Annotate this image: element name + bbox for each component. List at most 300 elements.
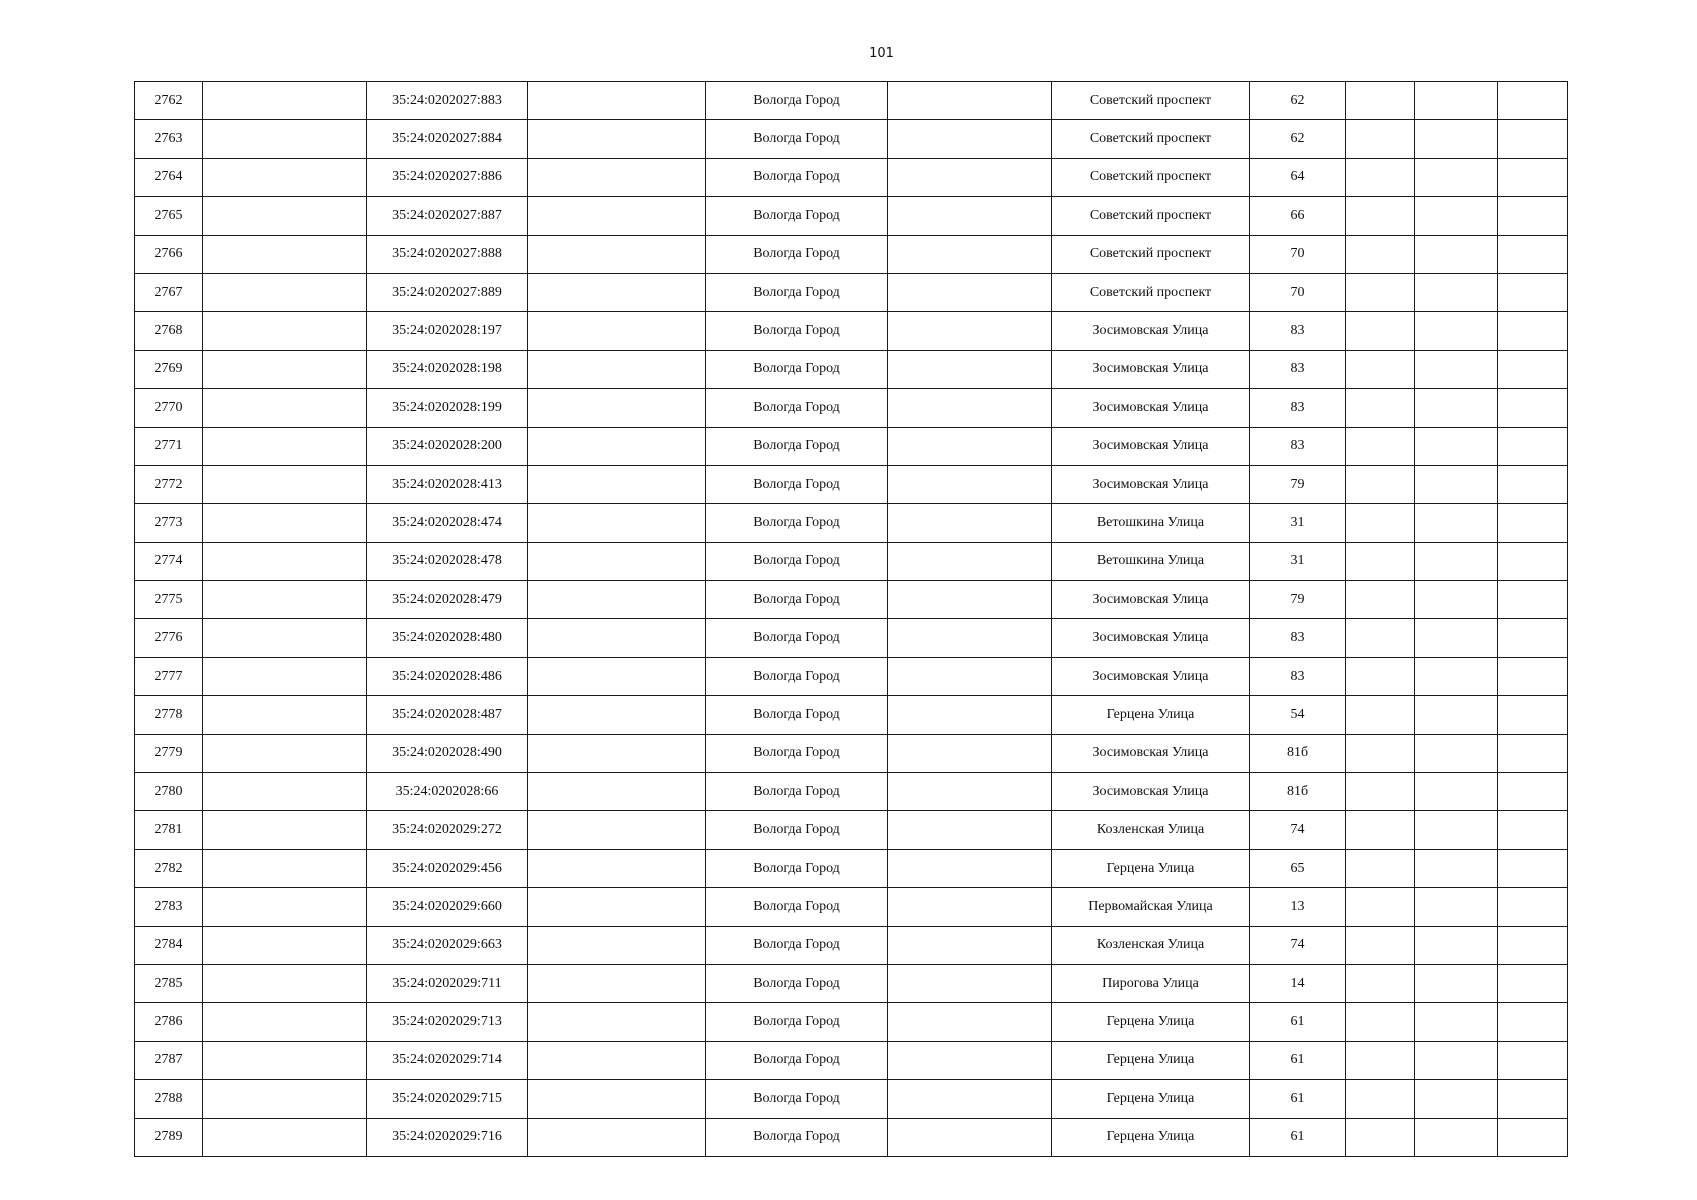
row-number-cell: 2774 (135, 542, 203, 580)
empty-cell (203, 926, 367, 964)
city-cell: Вологда Город (706, 1003, 888, 1041)
house-number-cell: 83 (1250, 350, 1346, 388)
row-number-cell: 2783 (135, 888, 203, 926)
table-row (135, 696, 1568, 734)
empty-cell (888, 158, 1052, 196)
empty-cell (1346, 82, 1415, 120)
empty-cell (528, 811, 706, 849)
street-cell: Советский проспект (1052, 197, 1250, 235)
empty-cell (203, 542, 367, 580)
empty-cell (1415, 427, 1498, 465)
cadastral-number-cell: 35:24:0202029:663 (367, 926, 528, 964)
city-cell: Вологда Город (706, 696, 888, 734)
empty-cell (1346, 964, 1415, 1002)
empty-cell (528, 696, 706, 734)
city-cell: Вологда Город (706, 120, 888, 158)
empty-cell (528, 158, 706, 196)
row-number-cell: 2778 (135, 696, 203, 734)
house-number-cell: 83 (1250, 312, 1346, 350)
city-cell: Вологда Город (706, 773, 888, 811)
street-cell: Герцена Улица (1052, 1003, 1250, 1041)
empty-cell (1415, 734, 1498, 772)
empty-cell (203, 427, 367, 465)
empty-cell (528, 427, 706, 465)
empty-cell (888, 235, 1052, 273)
street-cell: Зосимовская Улица (1052, 350, 1250, 388)
cadastral-number-cell: 35:24:0202029:272 (367, 811, 528, 849)
empty-cell (1346, 581, 1415, 619)
empty-cell (528, 350, 706, 388)
row-number-cell: 2770 (135, 389, 203, 427)
cadastral-number-cell: 35:24:0202028:197 (367, 312, 528, 350)
city-cell: Вологда Город (706, 1080, 888, 1118)
row-number-cell: 2779 (135, 734, 203, 772)
empty-cell (1498, 235, 1568, 273)
empty-cell (1346, 120, 1415, 158)
empty-cell (1415, 888, 1498, 926)
table-row (135, 273, 1568, 311)
property-register-table (134, 81, 1568, 1157)
empty-cell (203, 811, 367, 849)
city-cell: Вологда Город (706, 82, 888, 120)
street-cell: Советский проспект (1052, 82, 1250, 120)
row-number-cell: 2773 (135, 504, 203, 542)
empty-cell (1346, 619, 1415, 657)
city-cell: Вологда Город (706, 964, 888, 1002)
row-number-cell: 2785 (135, 964, 203, 1002)
empty-cell (528, 926, 706, 964)
cadastral-number-cell: 35:24:0202029:715 (367, 1080, 528, 1118)
street-cell: Зосимовская Улица (1052, 465, 1250, 503)
street-cell: Зосимовская Улица (1052, 773, 1250, 811)
empty-cell (528, 312, 706, 350)
empty-cell (888, 273, 1052, 311)
row-number-cell: 2781 (135, 811, 203, 849)
empty-cell (888, 504, 1052, 542)
empty-cell (1415, 273, 1498, 311)
city-cell: Вологда Город (706, 350, 888, 388)
empty-cell (1346, 657, 1415, 695)
empty-cell (203, 350, 367, 388)
table-row (135, 197, 1568, 235)
row-number-cell: 2766 (135, 235, 203, 273)
cadastral-number-cell: 35:24:0202028:474 (367, 504, 528, 542)
empty-cell (1498, 504, 1568, 542)
empty-cell (888, 849, 1052, 887)
table-row (135, 849, 1568, 887)
table-row (135, 465, 1568, 503)
table-row (135, 926, 1568, 964)
table-row (135, 542, 1568, 580)
empty-cell (888, 773, 1052, 811)
city-cell: Вологда Город (706, 1041, 888, 1079)
empty-cell (203, 1003, 367, 1041)
house-number-cell: 54 (1250, 696, 1346, 734)
empty-cell (1346, 1003, 1415, 1041)
empty-cell (528, 542, 706, 580)
house-number-cell: 79 (1250, 581, 1346, 619)
empty-cell (1415, 197, 1498, 235)
city-cell: Вологда Город (706, 811, 888, 849)
house-number-cell: 70 (1250, 273, 1346, 311)
empty-cell (203, 273, 367, 311)
empty-cell (1346, 235, 1415, 273)
empty-cell (528, 1080, 706, 1118)
row-number-cell: 2768 (135, 312, 203, 350)
empty-cell (528, 734, 706, 772)
table-row (135, 581, 1568, 619)
city-cell: Вологда Город (706, 888, 888, 926)
empty-cell (1346, 504, 1415, 542)
empty-cell (203, 235, 367, 273)
house-number-cell: 83 (1250, 389, 1346, 427)
empty-cell (888, 926, 1052, 964)
empty-cell (528, 849, 706, 887)
row-number-cell: 2784 (135, 926, 203, 964)
empty-cell (888, 1003, 1052, 1041)
street-cell: Зосимовская Улица (1052, 734, 1250, 772)
empty-cell (203, 197, 367, 235)
house-number-cell: 13 (1250, 888, 1346, 926)
empty-cell (888, 197, 1052, 235)
house-number-cell: 61 (1250, 1041, 1346, 1079)
row-number-cell: 2772 (135, 465, 203, 503)
city-cell: Вологда Город (706, 427, 888, 465)
row-number-cell: 2765 (135, 197, 203, 235)
empty-cell (1498, 389, 1568, 427)
empty-cell (1498, 82, 1568, 120)
city-cell: Вологда Город (706, 465, 888, 503)
row-number-cell: 2776 (135, 619, 203, 657)
cadastral-number-cell: 35:24:0202028:487 (367, 696, 528, 734)
empty-cell (1498, 811, 1568, 849)
empty-cell (1415, 350, 1498, 388)
house-number-cell: 14 (1250, 964, 1346, 1002)
empty-cell (1498, 1041, 1568, 1079)
house-number-cell: 31 (1250, 504, 1346, 542)
house-number-cell: 74 (1250, 811, 1346, 849)
empty-cell (203, 964, 367, 1002)
street-cell: Герцена Улица (1052, 1041, 1250, 1079)
city-cell: Вологда Город (706, 581, 888, 619)
empty-cell (1346, 811, 1415, 849)
street-cell: Зосимовская Улица (1052, 312, 1250, 350)
house-number-cell: 74 (1250, 926, 1346, 964)
empty-cell (1498, 926, 1568, 964)
empty-cell (1415, 696, 1498, 734)
empty-cell (1415, 657, 1498, 695)
street-cell: Первомайская Улица (1052, 888, 1250, 926)
empty-cell (888, 696, 1052, 734)
page-number: 101 (869, 46, 894, 61)
cadastral-number-cell: 35:24:0202028:199 (367, 389, 528, 427)
city-cell: Вологда Город (706, 926, 888, 964)
empty-cell (203, 82, 367, 120)
empty-cell (1498, 1080, 1568, 1118)
cadastral-number-cell: 35:24:0202027:889 (367, 273, 528, 311)
row-number-cell: 2764 (135, 158, 203, 196)
empty-cell (1498, 427, 1568, 465)
empty-cell (1415, 158, 1498, 196)
row-number-cell: 2780 (135, 773, 203, 811)
city-cell: Вологда Город (706, 657, 888, 695)
empty-cell (1415, 926, 1498, 964)
cadastral-number-cell: 35:24:0202028:478 (367, 542, 528, 580)
table-row (135, 773, 1568, 811)
table-row (135, 312, 1568, 350)
empty-cell (1498, 696, 1568, 734)
empty-cell (203, 1118, 367, 1156)
empty-cell (888, 1041, 1052, 1079)
empty-cell (1498, 542, 1568, 580)
empty-cell (888, 811, 1052, 849)
empty-cell (888, 888, 1052, 926)
empty-cell (203, 465, 367, 503)
house-number-cell: 70 (1250, 235, 1346, 273)
city-cell: Вологда Город (706, 849, 888, 887)
empty-cell (528, 657, 706, 695)
empty-cell (888, 120, 1052, 158)
empty-cell (888, 427, 1052, 465)
house-number-cell: 83 (1250, 427, 1346, 465)
city-cell: Вологда Город (706, 504, 888, 542)
empty-cell (1415, 312, 1498, 350)
cadastral-number-cell: 35:24:0202029:713 (367, 1003, 528, 1041)
empty-cell (1346, 696, 1415, 734)
street-cell: Советский проспект (1052, 120, 1250, 158)
cadastral-number-cell: 35:24:0202027:886 (367, 158, 528, 196)
table-row (135, 350, 1568, 388)
house-number-cell: 61 (1250, 1003, 1346, 1041)
empty-cell (528, 273, 706, 311)
row-number-cell: 2789 (135, 1118, 203, 1156)
empty-cell (1415, 773, 1498, 811)
empty-cell (1346, 773, 1415, 811)
empty-cell (1415, 389, 1498, 427)
street-cell: Ветошкина Улица (1052, 542, 1250, 580)
table-row (135, 1080, 1568, 1118)
empty-cell (1415, 1118, 1498, 1156)
empty-cell (1498, 273, 1568, 311)
empty-cell (1498, 1118, 1568, 1156)
street-cell: Герцена Улица (1052, 1118, 1250, 1156)
house-number-cell: 66 (1250, 197, 1346, 235)
cadastral-number-cell: 35:24:0202028:198 (367, 350, 528, 388)
empty-cell (1346, 888, 1415, 926)
cadastral-number-cell: 35:24:0202028:480 (367, 619, 528, 657)
table-row (135, 427, 1568, 465)
street-cell: Советский проспект (1052, 235, 1250, 273)
row-number-cell: 2782 (135, 849, 203, 887)
table-row (135, 1118, 1568, 1156)
empty-cell (203, 657, 367, 695)
street-cell: Козленская Улица (1052, 811, 1250, 849)
city-cell: Вологда Город (706, 619, 888, 657)
house-number-cell: 81б (1250, 773, 1346, 811)
house-number-cell: 83 (1250, 619, 1346, 657)
empty-cell (528, 619, 706, 657)
empty-cell (1415, 1080, 1498, 1118)
empty-cell (528, 1003, 706, 1041)
city-cell: Вологда Город (706, 273, 888, 311)
empty-cell (1415, 542, 1498, 580)
empty-cell (1498, 350, 1568, 388)
empty-cell (888, 312, 1052, 350)
empty-cell (888, 1080, 1052, 1118)
empty-cell (203, 696, 367, 734)
empty-cell (1415, 504, 1498, 542)
empty-cell (1415, 581, 1498, 619)
cadastral-number-cell: 35:24:0202029:456 (367, 849, 528, 887)
street-cell: Зосимовская Улица (1052, 581, 1250, 619)
city-cell: Вологда Город (706, 734, 888, 772)
empty-cell (528, 82, 706, 120)
empty-cell (528, 120, 706, 158)
empty-cell (1415, 964, 1498, 1002)
table-row (135, 811, 1568, 849)
street-cell: Герцена Улица (1052, 1080, 1250, 1118)
empty-cell (888, 1118, 1052, 1156)
house-number-cell: 31 (1250, 542, 1346, 580)
street-cell: Козленская Улица (1052, 926, 1250, 964)
empty-cell (203, 389, 367, 427)
empty-cell (888, 389, 1052, 427)
empty-cell (1498, 581, 1568, 619)
house-number-cell: 83 (1250, 657, 1346, 695)
empty-cell (528, 1041, 706, 1079)
empty-cell (1498, 888, 1568, 926)
empty-cell (1346, 158, 1415, 196)
empty-cell (1346, 427, 1415, 465)
table-row (135, 1003, 1568, 1041)
empty-cell (203, 504, 367, 542)
empty-cell (1415, 82, 1498, 120)
empty-cell (1415, 1003, 1498, 1041)
street-cell: Советский проспект (1052, 273, 1250, 311)
table-body (135, 82, 1568, 1157)
row-number-cell: 2775 (135, 581, 203, 619)
row-number-cell: 2769 (135, 350, 203, 388)
empty-cell (528, 504, 706, 542)
street-cell: Зосимовская Улица (1052, 657, 1250, 695)
empty-cell (1498, 312, 1568, 350)
empty-cell (203, 158, 367, 196)
empty-cell (888, 657, 1052, 695)
cadastral-number-cell: 35:24:0202028:66 (367, 773, 528, 811)
empty-cell (1346, 350, 1415, 388)
row-number-cell: 2762 (135, 82, 203, 120)
cadastral-number-cell: 35:24:0202029:716 (367, 1118, 528, 1156)
house-number-cell: 61 (1250, 1080, 1346, 1118)
cadastral-number-cell: 35:24:0202027:888 (367, 235, 528, 273)
cadastral-number-cell: 35:24:0202028:200 (367, 427, 528, 465)
city-cell: Вологда Город (706, 158, 888, 196)
house-number-cell: 65 (1250, 849, 1346, 887)
empty-cell (203, 849, 367, 887)
empty-cell (1498, 158, 1568, 196)
empty-cell (1346, 926, 1415, 964)
house-number-cell: 61 (1250, 1118, 1346, 1156)
empty-cell (1415, 849, 1498, 887)
street-cell: Герцена Улица (1052, 696, 1250, 734)
city-cell: Вологда Город (706, 542, 888, 580)
empty-cell (1346, 542, 1415, 580)
table-row (135, 888, 1568, 926)
cadastral-number-cell: 35:24:0202029:714 (367, 1041, 528, 1079)
empty-cell (203, 581, 367, 619)
empty-cell (528, 964, 706, 1002)
empty-cell (1346, 389, 1415, 427)
empty-cell (1498, 734, 1568, 772)
cadastral-number-cell: 35:24:0202029:711 (367, 964, 528, 1002)
street-cell: Пирогова Улица (1052, 964, 1250, 1002)
house-number-cell: 79 (1250, 465, 1346, 503)
empty-cell (1498, 197, 1568, 235)
empty-cell (1346, 273, 1415, 311)
empty-cell (888, 964, 1052, 1002)
street-cell: Зосимовская Улица (1052, 389, 1250, 427)
table-row (135, 1041, 1568, 1079)
city-cell: Вологда Город (706, 312, 888, 350)
table-row (135, 235, 1568, 273)
empty-cell (528, 773, 706, 811)
city-cell: Вологда Город (706, 389, 888, 427)
empty-cell (1498, 1003, 1568, 1041)
empty-cell (1415, 120, 1498, 158)
empty-cell (1346, 465, 1415, 503)
cadastral-number-cell: 35:24:0202027:887 (367, 197, 528, 235)
city-cell: Вологда Город (706, 197, 888, 235)
empty-cell (203, 312, 367, 350)
cadastral-number-cell: 35:24:0202028:486 (367, 657, 528, 695)
empty-cell (1346, 197, 1415, 235)
cadastral-number-cell: 35:24:0202027:884 (367, 120, 528, 158)
row-number-cell: 2788 (135, 1080, 203, 1118)
empty-cell (888, 619, 1052, 657)
empty-cell (1415, 465, 1498, 503)
house-number-cell: 64 (1250, 158, 1346, 196)
empty-cell (528, 465, 706, 503)
empty-cell (203, 1080, 367, 1118)
empty-cell (1498, 849, 1568, 887)
empty-cell (528, 389, 706, 427)
empty-cell (1346, 849, 1415, 887)
empty-cell (888, 581, 1052, 619)
table-row (135, 504, 1568, 542)
empty-cell (1346, 1041, 1415, 1079)
empty-cell (203, 773, 367, 811)
empty-cell (1498, 773, 1568, 811)
cadastral-number-cell: 35:24:0202029:660 (367, 888, 528, 926)
empty-cell (1498, 465, 1568, 503)
empty-cell (888, 350, 1052, 388)
cadastral-number-cell: 35:24:0202027:883 (367, 82, 528, 120)
row-number-cell: 2767 (135, 273, 203, 311)
empty-cell (1415, 619, 1498, 657)
empty-cell (528, 1118, 706, 1156)
empty-cell (1346, 1080, 1415, 1118)
cadastral-number-cell: 35:24:0202028:479 (367, 581, 528, 619)
empty-cell (528, 888, 706, 926)
table-row (135, 158, 1568, 196)
street-cell: Советский проспект (1052, 158, 1250, 196)
street-cell: Герцена Улица (1052, 849, 1250, 887)
empty-cell (1415, 235, 1498, 273)
row-number-cell: 2763 (135, 120, 203, 158)
empty-cell (1498, 964, 1568, 1002)
empty-cell (1346, 734, 1415, 772)
empty-cell (1415, 811, 1498, 849)
